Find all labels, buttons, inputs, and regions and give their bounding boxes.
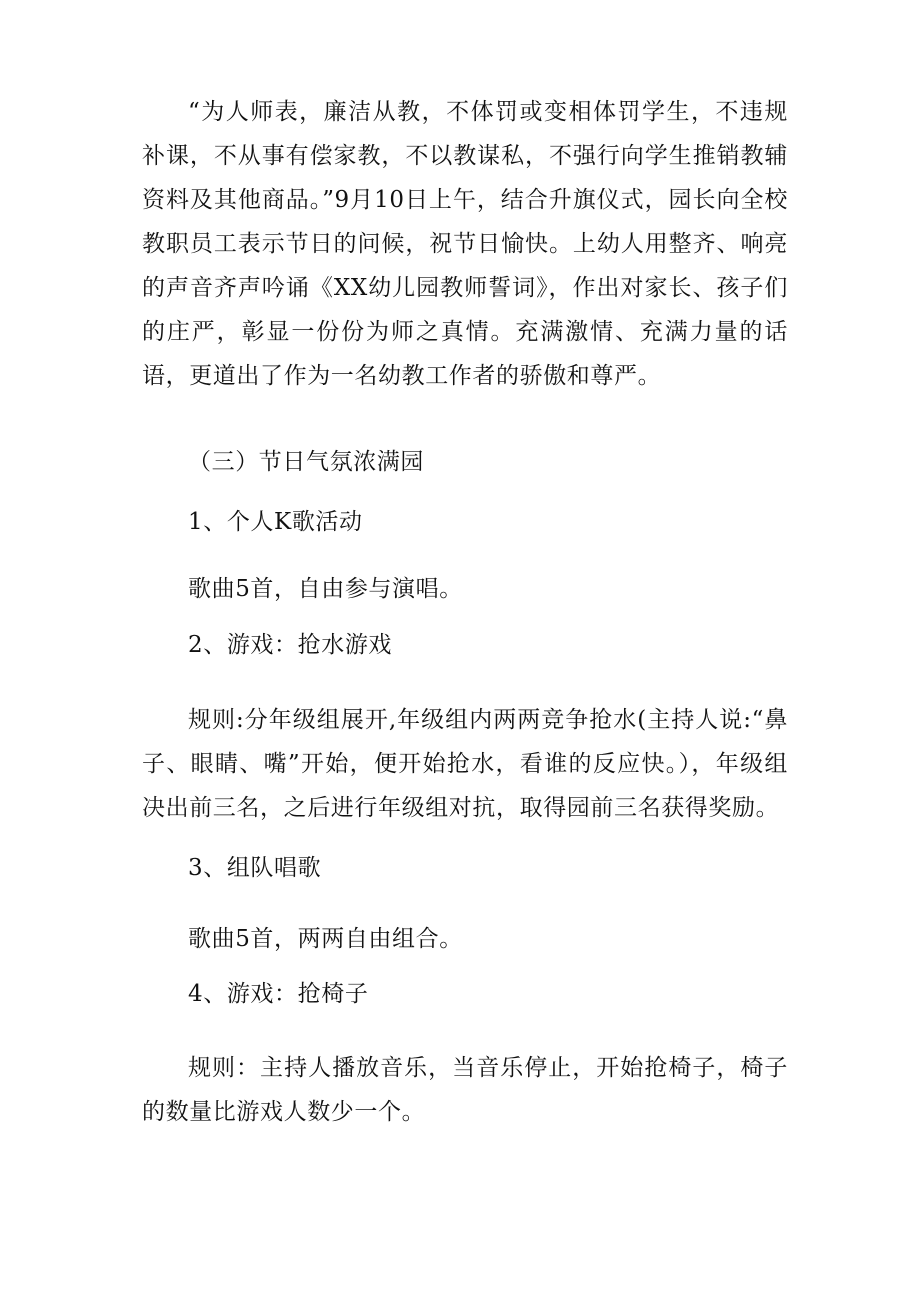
list-item-team-singing: 3、组队唱歌 [188, 855, 322, 881]
list-item-chair-game: 4、游戏：抢椅子 [188, 981, 369, 1007]
paragraph-team-singing-description: 歌曲5首，两两自由组合。 [188, 926, 463, 952]
paragraph-karaoke-description: 歌曲5首，自由参与演唱。 [188, 576, 463, 602]
paragraph-water-game-rules: 规则:分年级组展开,年级组内两两竞争抢水(主持人说:“鼻子、眼睛、嘴”开始，便开始抢水，看谁的反应快。），年级组决出前三名，之后进行年级组对抗，取得园前三名获得奖励。 [142, 707, 788, 821]
paragraph-chair-game-rules: 规则：主持人播放音乐，当音乐停止，开始抢椅子，椅子的数量比游戏人数少一个。 [142, 1055, 788, 1125]
list-item-water-game: 2、游戏：抢水游戏 [188, 632, 393, 658]
section-heading-festival-atmosphere: （三）节日气氛浓满园 [188, 449, 424, 475]
paragraph-teacher-oath: “为人师表，廉洁从教，不体罚或变相体罚学生，不违规补课，不从事有偿家教，不以教谋私，不强行向学生推销教辅资料及其他商品。”9月10日上午，结合升旗仪式，园长向全校教职员工表示节日的问候，祝节日愉快。上幼人用整齐、响亮的声音齐声吟诵《XX幼儿园教师誓词》，作出对家长、孩子们的庄严，彰显一份份为师之真情。充满激情、充满力量的话语，更道出了作为一名幼教工作者的骄傲和尊严。 [142, 99, 788, 389]
list-item-karaoke: 1、个人K歌活动 [188, 509, 363, 535]
